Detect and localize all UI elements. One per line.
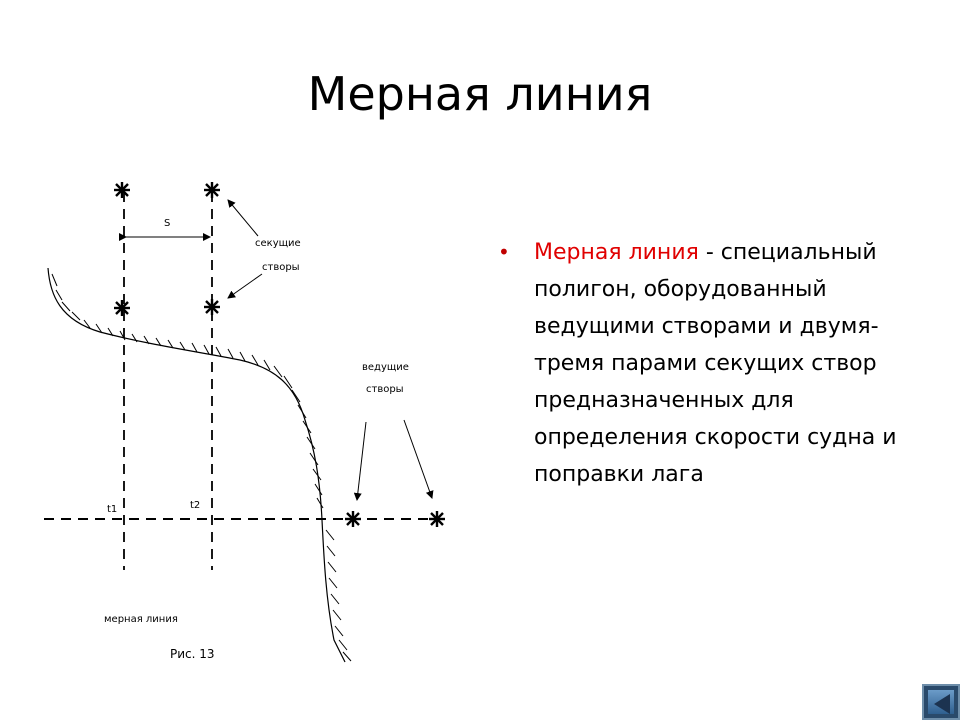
secant-label-line1: секущие [255, 238, 301, 249]
triangle-left-icon [924, 686, 960, 722]
secant-pointer-bottom [228, 274, 262, 298]
bullet-dot-icon: • [498, 240, 510, 264]
secant-marker-top-1 [114, 182, 130, 198]
distance-label: S [164, 218, 171, 229]
leading-pointer-2 [404, 420, 432, 498]
t1-label: t1 [107, 504, 118, 515]
bullet-description: - специальный полигон, оборудованный ведущими створами и двумя-тремя парами секущих створ предназначенных для определения скорости судна и поправки лага [534, 240, 897, 487]
leading-marker-2 [429, 511, 445, 527]
secant-marker-bottom-1 [114, 300, 130, 316]
bullet-item [534, 234, 938, 493]
coastline [48, 268, 345, 662]
figure-caption: Рис. 13 [170, 647, 215, 661]
secant-marker-top-2 [204, 182, 220, 198]
secant-marker-bottom-2 [204, 299, 220, 315]
leading-marker-1 [345, 511, 361, 527]
secant-pointer-top [228, 200, 258, 236]
leading-label-line1: ведущие [362, 362, 409, 373]
t2-label: t2 [190, 500, 201, 511]
slide-title: Мерная линия [307, 67, 653, 121]
secant-label-line2: створы [262, 262, 300, 273]
leading-pointer-1 [357, 422, 366, 500]
measured-line-label: мерная линия [104, 614, 178, 625]
leading-label-line2: створы [366, 384, 404, 395]
bullet-list [498, 234, 938, 493]
bullet-term: Мерная линия [534, 240, 699, 265]
coast-hatching [52, 274, 351, 661]
back-nav-button[interactable] [922, 684, 960, 720]
